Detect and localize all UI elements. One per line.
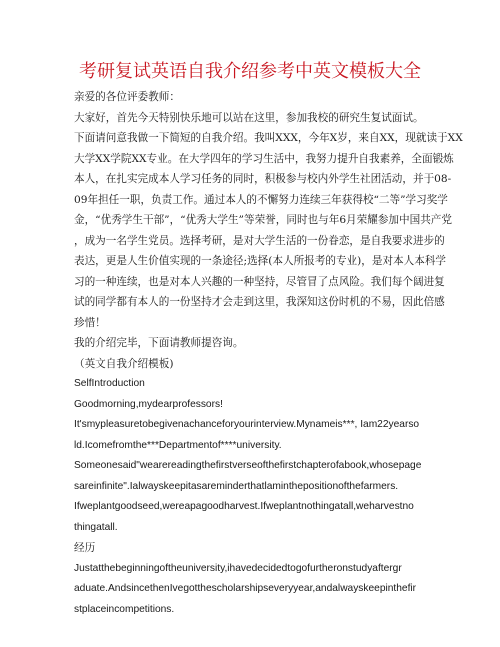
text-line: 大学XX学院XX专业。在大学四年的学习生活中，我努力提升自我素养，全面锻炼 — [74, 152, 454, 165]
english-line: Someonesaid"wearereadingthefirstverseofthefirstchapterofabook,whosepage — [74, 460, 422, 471]
english-line: sareinfinite".Ialwayskeepitasareminderthatlaminthepositionofthefarmers. — [74, 480, 399, 492]
section-heading: 经历 — [74, 542, 96, 554]
text-line: 我的介绍完毕，下面请教师提咨询。 — [74, 337, 244, 349]
text-line: ，成为一名学生党员。选择考研，是对大学生活的一份眷恋，是自我要求进步的 — [74, 234, 445, 247]
text-line: 下面请问意我做一下简短的自我介绍。我叫XXX，今年X岁，来自XX，现就读于XX — [74, 132, 463, 144]
text-line: 大家好，首先今天特别快乐地可以站在这里，参加我校的研究生复试面试。 — [74, 111, 424, 124]
english-line: ld.Icomefromthe***Departmentof****university. — [74, 439, 282, 451]
text-line: （英文自我介绍模板) — [74, 357, 174, 370]
experience-line: aduate.AndsincethenIvegotthescholarshipseveryyear,andalwayskeepinthefir — [74, 583, 417, 594]
text-line: 09年担任一职，负责工作。通过本人的不懈努力连续三年获得校“二等”学习奖学 — [74, 193, 448, 206]
english-line: Goodmorning,mydearprofessors! — [74, 398, 223, 410]
text-line: 珍惜！ — [74, 316, 106, 329]
text-line: 金，“优秀学生干部”，“优秀大学生”等荣誉，同时也与年6月荣耀参加中国共产党 — [74, 214, 452, 226]
experience-line: stplaceincompetitions. — [74, 603, 175, 615]
experience-line: Justatthebeginningoftheuniversity,ihavedecidedtogofurtheronstudyaftergr — [74, 562, 402, 574]
english-heading: SelfIntroduction — [74, 378, 145, 389]
english-line: thingatall. — [74, 521, 118, 533]
text-line: 习的一种连续，也是对本人兴趣的一种坚持，尽管冒了点风险。我们每个阔进复 — [74, 275, 445, 288]
english-line: Ifweplantgoodseed,wereapagoodharvest.Ifweplantnothingatall,weharvestno — [74, 501, 414, 512]
text-line: 试的同学都有本人的一份坚持才会走到这里，我深知这份时机的不易，因此倍感 — [74, 296, 445, 308]
text-line: 表达，更是人生价值实现的一条途径;选择(本人所报考的专业)，是对本人本科学 — [74, 255, 447, 267]
english-line: It'smypleasuretobegivenachanceforyourinterview.Mynameis***, Iam22yearso — [74, 419, 420, 430]
document-title: 考研复试英语自我介绍参考中英文模板大全 — [79, 61, 421, 82]
document-body — [74, 87, 463, 620]
salutation-line: 亲爱的各位评委教师： — [74, 91, 180, 103]
text-line: 本人，在扎实完成本人学习任务的同时，积极参与校内外学生社团活动，并于08- — [74, 173, 452, 185]
